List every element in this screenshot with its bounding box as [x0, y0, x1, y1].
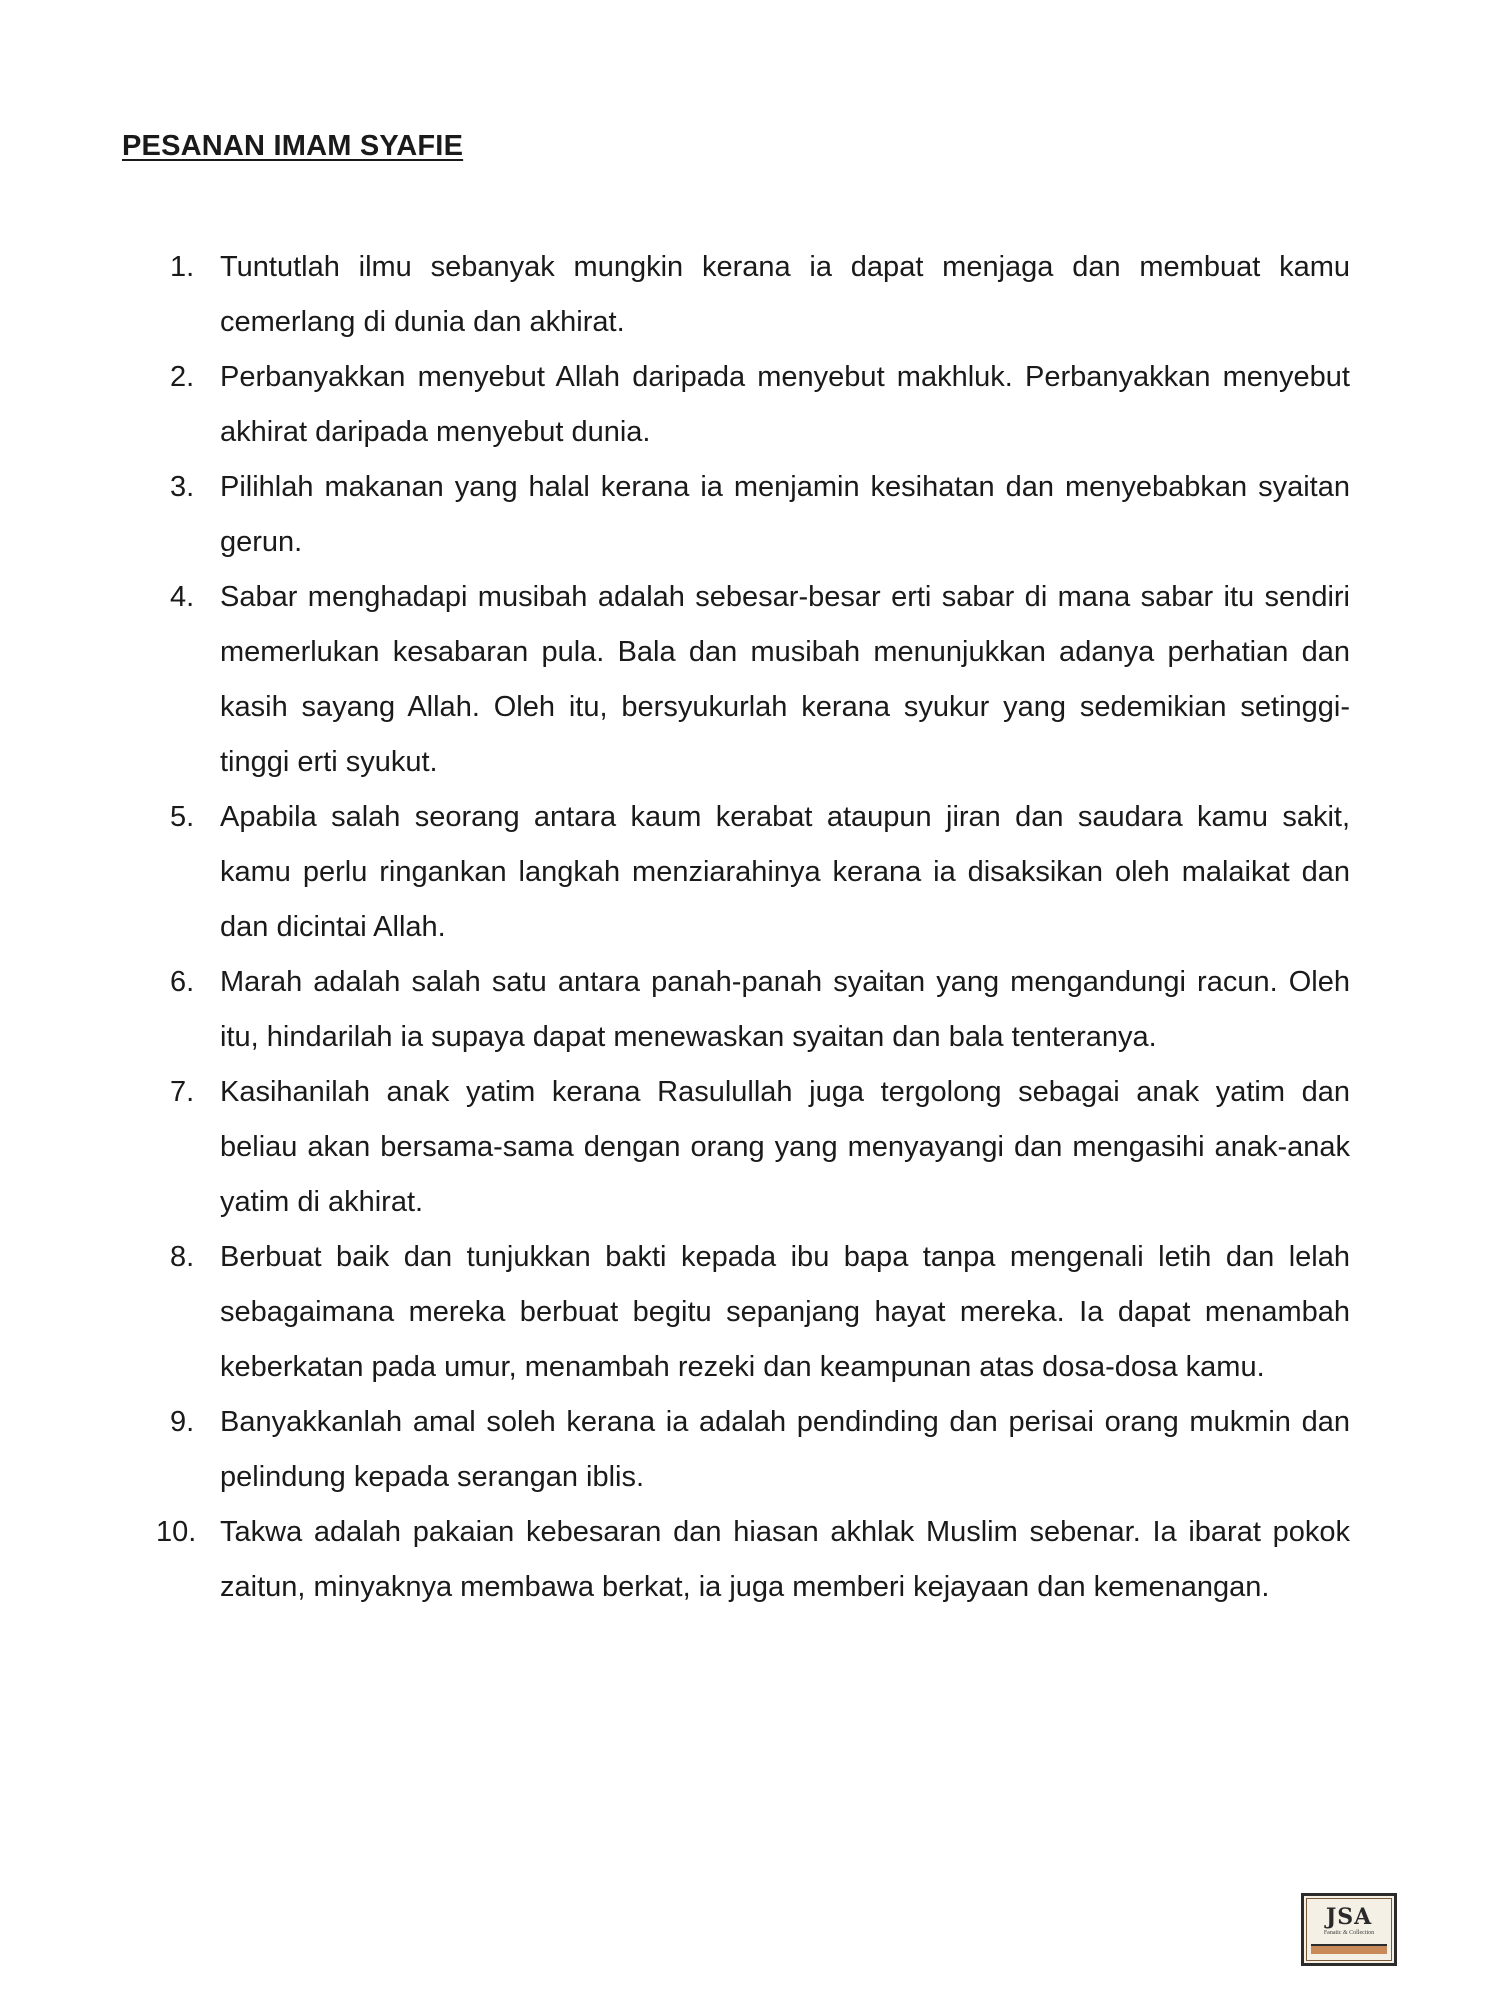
item-text: Takwa adalah pakaian kebesaran dan hiasan akhlak Muslim sebenar. Ia ibarat pokok zaitun, minyaknya membawa berkat, ia juga memberi kejayaan dan kemenangan. [220, 1516, 1350, 1603]
list-item [160, 1065, 1350, 1230]
item-text: Berbuat baik dan tunjukkan bakti kepada ibu bapa tanpa mengenali letih dan lelah sebagaimana mereka berbuat begitu sepanjang hayat mereka. Ia dapat menambah keberkatan pada umur, menambah rezeki dan keampunan atas dosa-dosa kamu. [220, 1241, 1350, 1383]
document-title: PESANAN IMAM SYAFIE [122, 130, 464, 162]
list-item [160, 570, 1350, 790]
item-number: 1. [170, 251, 195, 283]
logo-bar [1311, 1944, 1387, 1954]
advice-list [156, 240, 1350, 1615]
item-text: Marah adalah salah satu antara panah-panah syaitan yang mengandungi racun. Oleh itu, hindarilah ia supaya dapat menewaskan syaitan dan bala tenteranya. [220, 966, 1350, 1053]
item-number: 7. [170, 1076, 195, 1108]
item-text: Apabila salah seorang antara kaum kerabat ataupun jiran dan saudara kamu sakit, kamu perlu ringankan langkah menziarahinya kerana ia disaksikan oleh malaikat dan dan dicintai Allah. [220, 801, 1350, 943]
item-text: Tuntutlah ilmu sebanyak mungkin kerana ia dapat menjaga dan membuat kamu cemerlang di dunia dan akhirat. [220, 251, 1350, 338]
item-number: 6. [170, 966, 195, 998]
item-text: Banyakkanlah amal soleh kerana ia adalah pendinding dan perisai orang mukmin dan pelindung kepada serangan iblis. [220, 1406, 1350, 1493]
list-item [160, 1230, 1350, 1395]
item-text: Perbanyakkan menyebut Allah daripada menyebut makhluk. Perbanyakkan menyebut akhirat daripada menyebut dunia. [220, 361, 1350, 448]
item-number: 9. [170, 1406, 195, 1438]
logo-text: JSA [1325, 1904, 1373, 1930]
list-item [160, 790, 1350, 955]
list-item [160, 955, 1350, 1065]
list-item [156, 1505, 1350, 1615]
item-number: 4. [170, 581, 195, 613]
jsa-logo [1301, 1893, 1397, 1966]
item-number: 5. [170, 801, 195, 833]
item-number: 8. [170, 1241, 195, 1273]
list-item [160, 350, 1350, 460]
logo-subtext: Fanatic & Collection [1323, 1930, 1375, 1936]
item-number: 3. [170, 471, 195, 503]
logo-frame [1306, 1898, 1392, 1961]
item-text: Pilihlah makanan yang halal kerana ia menjamin kesihatan dan menyebabkan syaitan gerun. [220, 471, 1350, 558]
item-text: Sabar menghadapi musibah adalah sebesar-besar erti sabar di mana sabar itu sendiri memerlukan kesabaran pula. Bala dan musibah menunjukkan adanya perhatian dan kasih sayang Allah. Oleh itu, bersyukurlah kerana syukur yang sedemikian setinggi-tinggi erti syukut. [220, 581, 1350, 778]
item-number: 2. [170, 361, 195, 393]
item-text: Kasihanilah anak yatim kerana Rasulullah juga tergolong sebagai anak yatim dan beliau akan bersama-sama dengan orang yang menyayangi dan mengasihi anak-anak yatim di akhirat. [220, 1076, 1350, 1218]
item-number: 10. [156, 1516, 197, 1548]
list-item [160, 460, 1350, 570]
list-item [160, 240, 1350, 350]
list-item [160, 1395, 1350, 1505]
